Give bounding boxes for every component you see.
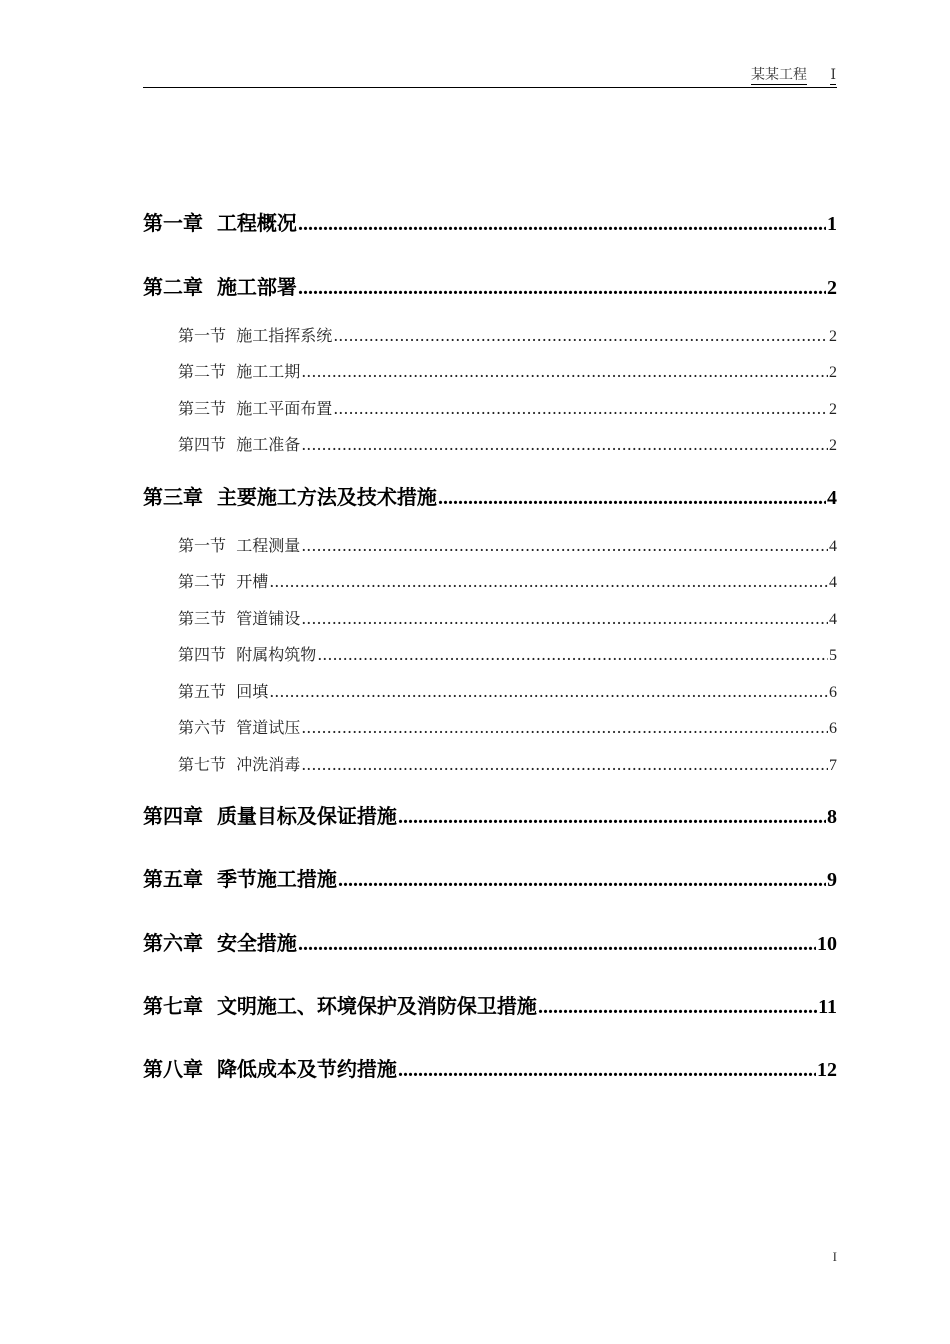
- toc-entry-page: 5: [829, 647, 837, 664]
- toc-entry-number: 第一节: [178, 536, 227, 555]
- toc-entry-title: 质量目标及保证措施: [216, 804, 397, 828]
- toc-entry-title: 安全措施: [216, 931, 297, 955]
- toc-entry-number: 第二章: [143, 275, 203, 299]
- toc-entry-page: 6: [829, 684, 837, 701]
- toc-entry-number: 第六节: [178, 718, 227, 737]
- toc-entry-title: 施工指挥系统: [236, 326, 333, 345]
- toc-section-entry[interactable]: [178, 752, 837, 776]
- toc-entry-page: 4: [829, 538, 837, 555]
- toc-entry-page: 7: [829, 757, 837, 774]
- dot-leader: [269, 572, 828, 591]
- dot-leader: [301, 435, 828, 454]
- toc-entry-number: 第七章: [143, 994, 203, 1018]
- page-header: [143, 66, 837, 88]
- toc-entry-page: 6: [829, 720, 837, 737]
- toc-entry-title: 季节施工措施: [216, 867, 337, 891]
- dot-leader: [301, 362, 828, 381]
- toc-entry-number: 第三章: [143, 485, 203, 509]
- toc-entry-number: 第四节: [178, 645, 227, 664]
- toc-entry-page: 2: [829, 401, 837, 418]
- toc-section-entry[interactable]: [178, 606, 837, 630]
- dot-leader: [398, 806, 826, 829]
- toc-entry-title: 施工准备: [236, 435, 301, 454]
- toc-entry-number: 第三节: [178, 399, 227, 418]
- toc-section-entry[interactable]: [178, 323, 837, 347]
- toc-entry-number: 第一节: [178, 326, 227, 345]
- toc-chapter-entry[interactable]: [143, 863, 837, 893]
- dot-leader: [301, 536, 828, 555]
- toc-entry-number: 第四章: [143, 804, 203, 828]
- toc-entry-page: 2: [829, 364, 837, 381]
- toc-entry-page: 2: [829, 328, 837, 345]
- toc-chapter-entry[interactable]: [143, 927, 837, 957]
- dot-leader: [333, 326, 828, 345]
- toc-entry-title: 施工工期: [236, 362, 301, 381]
- toc-chapter-entry[interactable]: [143, 1053, 837, 1083]
- toc-entry-title: 管道试压: [236, 718, 301, 737]
- toc-section-entry[interactable]: [178, 533, 837, 557]
- toc-chapter-entry[interactable]: [143, 800, 837, 830]
- toc-entry-title: 工程测量: [236, 536, 301, 555]
- toc-entry-number: 第六章: [143, 931, 203, 955]
- dot-leader: [298, 933, 816, 956]
- toc-entry-page: 8: [827, 806, 837, 828]
- dot-leader: [317, 645, 828, 664]
- toc-chapter-entry[interactable]: [143, 271, 837, 301]
- toc-entry-title: 主要施工方法及技术措施: [216, 485, 437, 509]
- dot-leader: [333, 399, 828, 418]
- toc-entry-number: 第三节: [178, 609, 227, 628]
- toc-entry-title: 降低成本及节约措施: [216, 1057, 397, 1081]
- toc-entry-number: 第五章: [143, 867, 203, 891]
- toc-entry-title: 文明施工、环境保护及消防保卫措施: [216, 994, 537, 1018]
- toc-entry-number: 第二节: [178, 362, 227, 381]
- dot-leader: [398, 1059, 816, 1082]
- toc-entry-number: 第七节: [178, 755, 227, 774]
- toc-entry-title: 开槽: [236, 572, 269, 591]
- footer-page-number: I: [832, 1249, 837, 1264]
- toc-entry-page: 10: [817, 933, 837, 955]
- toc-section-entry[interactable]: [178, 569, 837, 593]
- toc-entry-title: 施工部署: [216, 275, 297, 299]
- toc-entry-page: 9: [827, 869, 837, 891]
- toc-entry-page: 4: [829, 611, 837, 628]
- header-title: 某某工程: [751, 67, 807, 83]
- toc-section-entry[interactable]: [178, 396, 837, 420]
- header-page-number: I: [830, 67, 836, 83]
- toc-entry-title: 施工平面布置: [236, 399, 333, 418]
- dot-leader: [298, 277, 826, 300]
- toc-entry-title: 附属构筑物: [236, 645, 317, 664]
- toc-entry-title: 回填: [236, 682, 269, 701]
- toc-entry-page: 1: [827, 213, 837, 235]
- toc-entry-title: 冲洗消毒: [236, 755, 301, 774]
- dot-leader: [301, 755, 828, 774]
- toc-entry-page: 12: [817, 1059, 837, 1081]
- dot-leader: [301, 718, 828, 737]
- dot-leader: [301, 609, 828, 628]
- dot-leader: [438, 487, 826, 510]
- toc-entry-number: 第五节: [178, 682, 227, 701]
- toc-entry-page: 4: [829, 574, 837, 591]
- toc-chapter-entry[interactable]: [143, 207, 837, 237]
- toc-entry-page: 2: [829, 437, 837, 454]
- dot-leader: [338, 869, 826, 892]
- toc-entry-title: 工程概况: [216, 211, 297, 235]
- toc-entry-title: 管道铺设: [236, 609, 301, 628]
- toc-chapter-entry[interactable]: [143, 481, 837, 511]
- toc-section-entry[interactable]: [178, 642, 837, 666]
- dot-leader: [269, 682, 828, 701]
- toc-entry-page: 11: [818, 996, 837, 1018]
- toc-chapter-entry[interactable]: [143, 990, 837, 1020]
- toc-entry-page: 4: [827, 487, 837, 509]
- toc-entry-number: 第一章: [143, 211, 203, 235]
- toc-entry-page: 2: [827, 277, 837, 299]
- toc-entry-number: 第四节: [178, 435, 227, 454]
- toc-section-entry[interactable]: [178, 679, 837, 703]
- toc-entry-number: 第二节: [178, 572, 227, 591]
- toc-entry-number: 第八章: [143, 1057, 203, 1081]
- dot-leader: [538, 996, 817, 1019]
- toc-section-entry[interactable]: [178, 432, 837, 456]
- dot-leader: [298, 213, 826, 236]
- toc-section-entry[interactable]: [178, 715, 837, 739]
- toc-section-entry[interactable]: [178, 359, 837, 383]
